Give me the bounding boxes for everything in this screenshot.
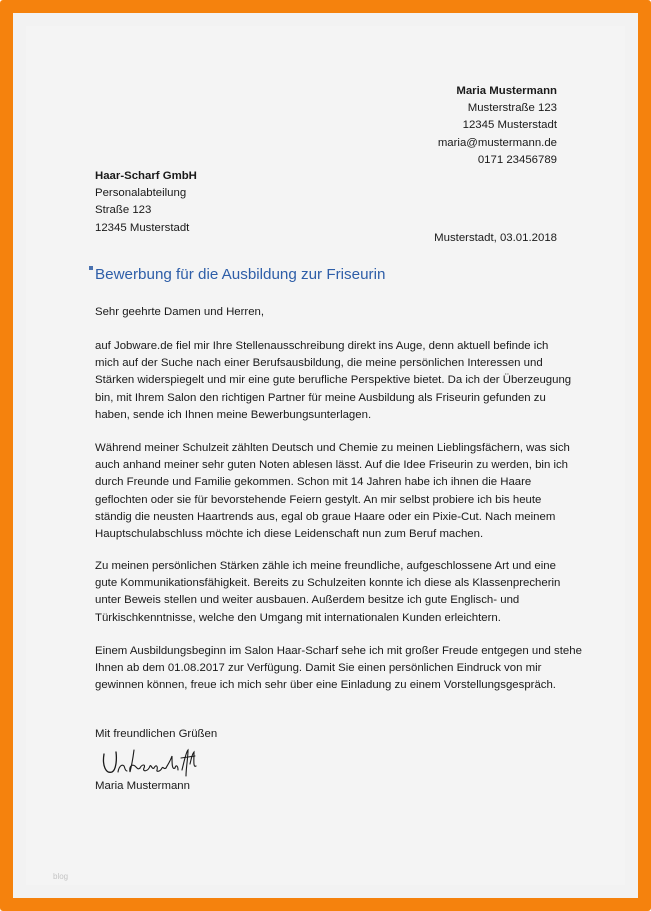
paragraph-line: gewinnen können, freue ich mich sehr über eine Einladung zu einem Vorstellungsgespräch. [95, 679, 556, 692]
paragraph-line: auch anhand meiner sehr guten Noten ablesen lässt. Auf die Idee Friseurin zu werden, bin ich [95, 459, 569, 472]
closing: Mit freundlichen Grüßen [95, 728, 218, 740]
subject-marker [89, 266, 93, 270]
paragraph-line: Zu meinen persönlichen Stärken zähle ich meine freundliche, aufgeschlossene Art und eine [95, 560, 556, 572]
paragraph-line: gute Kommunikationsfähigkeit. Bereits zu Schulzeiten konnte ich diese als Klassenprecherin [95, 577, 561, 590]
paragraph-line: ständig die neusten Haartrends aus, egal ob graue Haare oder ein Pixie-Cut. Nach meinem [95, 510, 556, 523]
handwritten-signature [100, 742, 200, 780]
salutation: Sehr geehrte Damen und Herren, [95, 306, 265, 318]
recipient-city: 12345 Musterstadt [95, 221, 190, 234]
sender-street: Musterstraße 123 [467, 102, 557, 115]
paragraph-4 [95, 643, 595, 695]
paragraph-line: durch Freunde und Familie gekommen. Schon mit 14 Jahren habe ich ihnen die Haare [95, 476, 532, 489]
paragraph-3 [95, 558, 595, 627]
sender-city: 12345 Musterstadt [462, 119, 557, 132]
sender-phone: 0171 23456789 [477, 153, 557, 166]
paragraph-line: Stärken widerspiegelt und mir eine gute berufliche Perspektive bietet. Da ich der Überzeugung [95, 374, 572, 387]
letter-subject: Bewerbung für die Ausbildung zur Friseurin [95, 266, 386, 283]
paragraph-line: Hauptschulabschluss möchte ich diese Leidenschaft nun zum Beruf machen. [95, 528, 484, 541]
recipient-block [95, 168, 197, 237]
paragraph-line: haben, sende ich Ihnen meine Bewerbungsunterlagen. [95, 408, 372, 421]
signer-name: Maria Mustermann [95, 780, 190, 792]
paragraph-line: Während meiner Schulzeit zählten Deutsch und Chemie zu meinen Lieblingsfächern, was sich [95, 442, 570, 454]
paragraph-line: unter Beweis stellen und weiter ausbauen. Außerdem besitze ich gute Englisch- und [95, 594, 520, 607]
paragraph-line: Türkischkenntnisse, welche den Umgang mit internationalen Kunden erleichtern. [95, 611, 501, 624]
paragraph-line: geflochten oder sie für bevorstehende Feiern gestylt. An mir selbst probiere ich bis heute [95, 493, 542, 506]
recipient-company: Haar-Scharf GmbH [95, 170, 197, 182]
paragraph-line: mich auf der Suche nach einer Berufsausbildung, die meine persönlichen Interessen und [95, 357, 543, 370]
sender-email: maria@mustermann.de [437, 136, 557, 149]
paragraph-1 [95, 338, 595, 424]
paragraph-line: Ihnen ab dem 01.08.2017 zur Verfügung. Damit Sie einen persönlichen Eindruck von mir [95, 662, 542, 675]
recipient-street: Straße 123 [95, 204, 152, 217]
paragraph-line: Einem Ausbildungsbeginn im Salon Haar-Scharf sehe ich mit großer Freude entgegen und stehe [95, 645, 582, 657]
sender-name: Maria Mustermann [456, 85, 557, 97]
paragraph-line: bin, mit Ihrem Salon den richtigen Partner für meine Ausbildung als Friseurin gefunden zu [95, 391, 546, 404]
sender-block [438, 83, 557, 169]
paragraph-2 [95, 440, 595, 543]
letter-date: Musterstadt, 03.01.2018 [434, 232, 557, 244]
recipient-department: Personalabteilung [95, 187, 187, 200]
paragraph-line: auf Jobware.de fiel mir Ihre Stellenausschreibung direkt ins Auge, denn aktuell befinde ich [95, 340, 549, 352]
letter-page [26, 26, 625, 885]
watermark: blog [53, 872, 69, 881]
